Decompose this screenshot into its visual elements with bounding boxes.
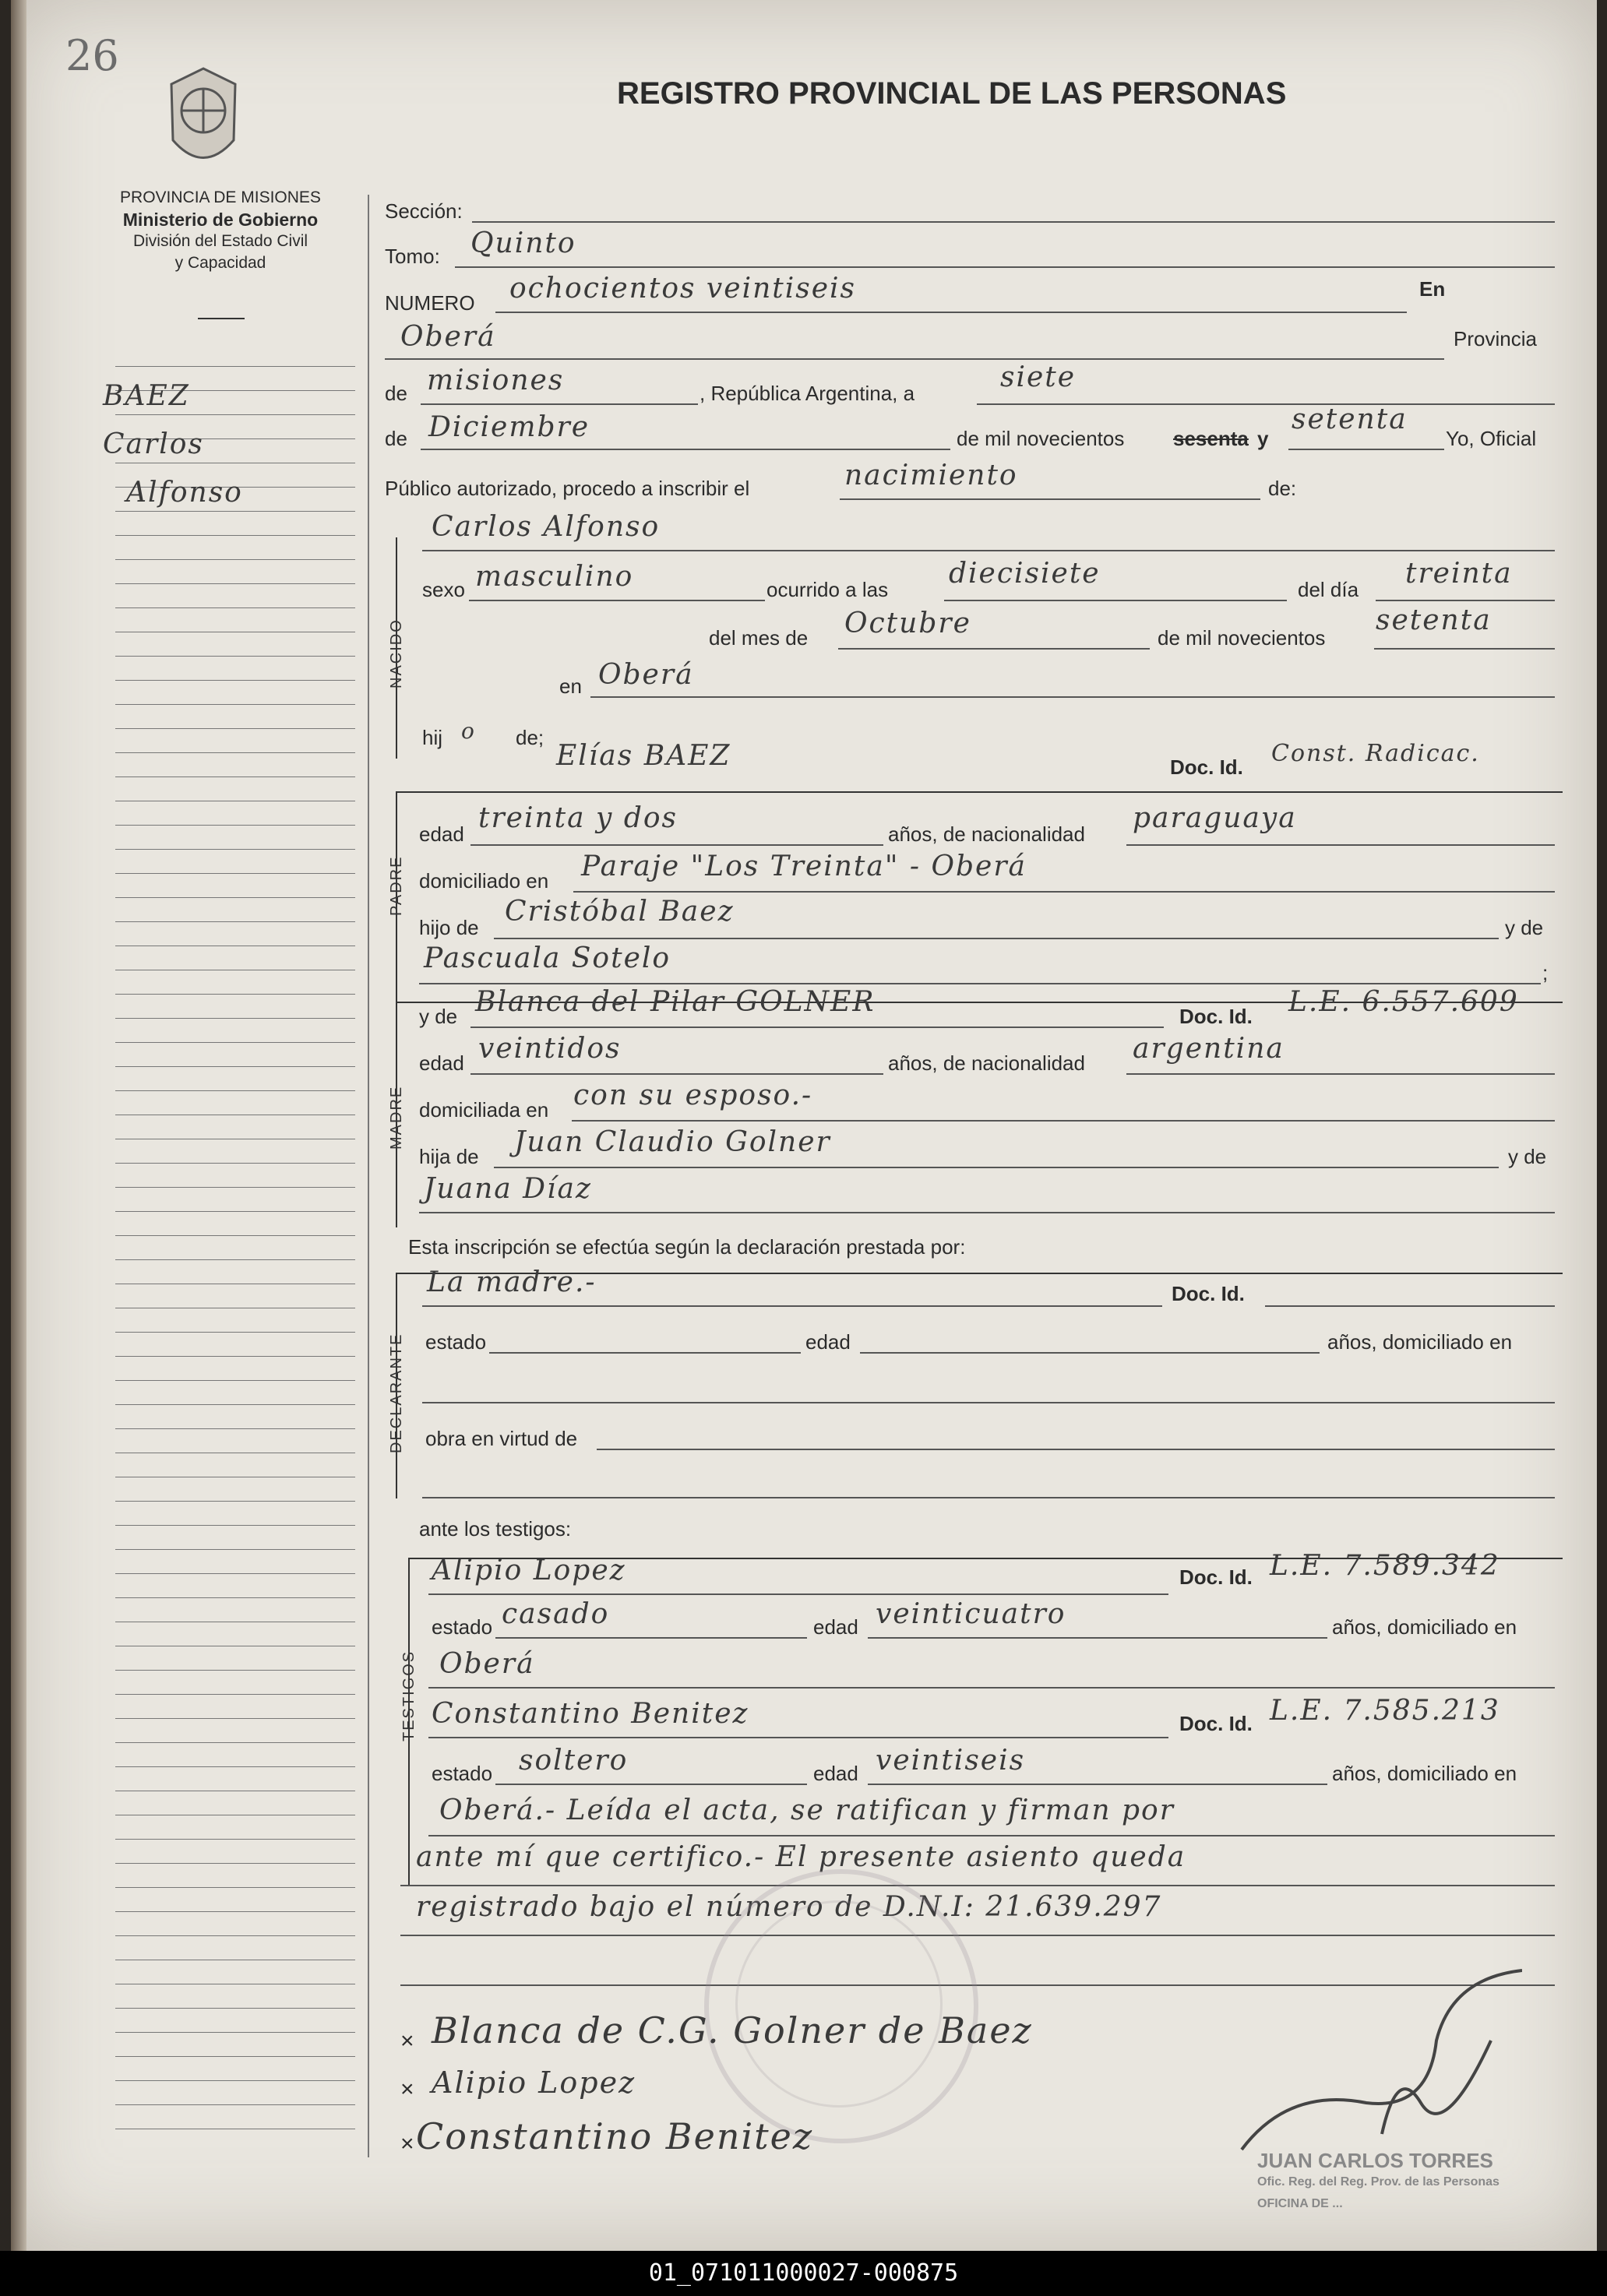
label-de-semi: de; (516, 726, 544, 749)
value-sexo: masculino (475, 561, 634, 593)
margin-ruled-line (115, 1742, 355, 1743)
margin-ruled-line (115, 1042, 355, 1043)
label-padre-edad: edad (419, 822, 464, 846)
line-testigo1 (428, 1593, 1168, 1595)
value-dia: siete (1000, 361, 1077, 393)
agency-line4: y Capacidad (174, 254, 266, 272)
margin-ruled-line (115, 1259, 355, 1260)
line-padre-nac (1126, 844, 1555, 846)
label-de: de (385, 382, 407, 405)
label-declarante-estado: estado (425, 1330, 487, 1354)
stamp-line2: Ofic. Reg. del Reg. Prov. de las Personas (1257, 2175, 1500, 2189)
label-testigo2-doc: Doc. Id. (1179, 1712, 1253, 1735)
line-nota2 (400, 1885, 1555, 1886)
label-del-dia: del día (1298, 578, 1359, 601)
side-label-testigos: TESTIGOS (400, 1650, 418, 1741)
agency-line1: PROVINCIA DE MISIONES (120, 188, 321, 206)
label-en2: en (559, 674, 582, 698)
value-nombre: Carlos Alfonso (432, 511, 661, 543)
line-madre-dom (572, 1120, 1555, 1122)
label-mil-nov2: de mil novecientos (1158, 626, 1326, 650)
line-obra (597, 1449, 1555, 1450)
value-provincia: misiones (427, 364, 565, 396)
label-en: En (1419, 277, 1446, 301)
side-label-padre: PADRE (388, 855, 405, 916)
line-lugar-nac (590, 696, 1555, 698)
margin-ruled-line (115, 1525, 355, 1526)
margin-ruled-line (115, 994, 355, 995)
label-obra: obra en virtud de (425, 1427, 578, 1450)
margin-ruled-line (115, 1187, 355, 1188)
margin-ruled-line (115, 728, 355, 729)
value-padre-madre: Pascuala Sotelo (424, 942, 671, 974)
signature-madre: Blanca de C.G. Golner de Baez (432, 2009, 1033, 2051)
struck-sesenta: sesenta (1173, 427, 1249, 450)
margin-ruled-line (115, 680, 355, 681)
label-testigo1-doc: Doc. Id. (1179, 1565, 1253, 1589)
line-declarante-dom (422, 1402, 1555, 1403)
value-testigo1-doc: L.E. 7.589.342 (1270, 1550, 1500, 1582)
label-testigos: ante los testigos: (419, 1517, 572, 1541)
margin-ruled-line (115, 1404, 355, 1405)
margin-first-name: Carlos (103, 428, 204, 460)
label-padre-y-de: y de (1505, 916, 1544, 939)
provincial-emblem-icon (165, 62, 241, 179)
line-mes-nac (838, 648, 1150, 650)
book-binding (11, 0, 26, 2251)
line-madre-nombre (470, 1027, 1164, 1028)
margin-ruled-line (115, 1235, 355, 1236)
label-padre-doc: Doc. Id. (1170, 755, 1243, 779)
label-tomo: Tomo: (385, 245, 440, 268)
value-padre-nac: paraguaya (1133, 802, 1297, 834)
label-yo-oficial: Yo, Oficial (1446, 427, 1537, 450)
margin-ruled-line (115, 2080, 355, 2081)
line-sexo (469, 600, 765, 601)
value-padre-doc: Const. Radicac. (1271, 740, 1480, 767)
margin-ruled-line (115, 1718, 355, 1719)
value-madre-nombre: Blanca del Pilar GOLNER (475, 986, 876, 1018)
line-testigo1-estado (495, 1637, 807, 1639)
label-de2: de (385, 427, 407, 450)
agency-line2: Ministerio de Gobierno (122, 210, 319, 230)
value-padre-hijo-de: Cristóbal Baez (505, 896, 735, 928)
value-declarante: La madre.- (427, 1266, 597, 1298)
label-testigo1-dom: años, domiciliado en (1332, 1615, 1517, 1639)
line-anio (1288, 449, 1444, 450)
line-testigo1-edad (868, 1637, 1327, 1639)
margin-ruled-line (115, 1211, 355, 1212)
label-testigo1-estado: estado (432, 1615, 493, 1639)
line-acto (840, 498, 1260, 500)
margin-ruled-line (115, 1766, 355, 1767)
value-en-place: Oberá (400, 321, 496, 353)
label-seccion: Sección: (385, 199, 463, 223)
margin-ruled-line (115, 776, 355, 777)
stamp-line3: OFICINA DE ... (1257, 2197, 1343, 2210)
label-republica: , República Argentina, a (700, 382, 915, 405)
label-testigo2-dom: años, domiciliado en (1332, 1762, 1517, 1785)
margin-ruled-line (115, 897, 355, 898)
value-testigo1-edad: veinticuatro (876, 1598, 1066, 1630)
label-ocurrido: ocurrido a las (766, 578, 889, 601)
margin-rule (368, 195, 369, 2157)
margin-ruled-line (115, 2032, 355, 2033)
round-seal-inner (735, 1900, 943, 2108)
officer-signature-icon (1195, 1947, 1522, 2181)
margin-ruled-line (115, 1839, 355, 1840)
line-padre-dom (573, 891, 1555, 893)
value-madre-edad: veintidos (478, 1033, 622, 1065)
page-number: 26 (65, 31, 119, 80)
margin-ruled-line (115, 1694, 355, 1695)
value-testigo2: Constantino Benitez (432, 1698, 749, 1730)
margin-ruled-line (115, 1573, 355, 1574)
agency-line3: División del Estado Civil (132, 232, 308, 250)
label-semicolon: ; (1542, 961, 1549, 984)
margin-ruled-line (115, 921, 355, 922)
margin-ruled-line (115, 2104, 355, 2105)
stamp-line1: JUAN CARLOS TORRES (1257, 2149, 1493, 2172)
margin-ruled-line (115, 535, 355, 536)
line-padre-edad (470, 844, 883, 846)
agency-divider (198, 318, 245, 319)
margin-ruled-line (115, 1163, 355, 1164)
line-declarante-estado (489, 1352, 801, 1354)
label-sexo: sexo (422, 578, 465, 601)
margin-ruled-line (115, 1549, 355, 1550)
line-testigo2-estado (495, 1784, 807, 1785)
margin-ruled-line (115, 752, 355, 753)
value-testigo1-dom: Oberá (439, 1648, 535, 1680)
margin-ruled-line (115, 1911, 355, 1912)
label-y: y (1257, 427, 1269, 450)
label-declarante-doc: Doc. Id. (1172, 1282, 1245, 1305)
margin-ruled-line (115, 1887, 355, 1888)
margin-ruled-line (115, 511, 355, 512)
side-label-madre: MADRE (388, 1085, 405, 1150)
line-anio-nac (1374, 648, 1555, 650)
label-declaracion: Esta inscripción se efectúa según la declaración prestada por: (408, 1235, 966, 1259)
line-madre-nac (1126, 1073, 1555, 1075)
value-padre-nombre: Elías BAEZ (556, 740, 731, 772)
value-hij-suffix: o (461, 718, 476, 744)
margin-ruled-line (115, 704, 355, 705)
value-numero: ochocientos veintiseis (509, 273, 857, 305)
line-declarante-doc (1265, 1305, 1555, 1307)
value-testigo1: Alipio Lopez (432, 1555, 626, 1586)
label-numero: NUMERO (385, 291, 475, 315)
label-declarante-edad: edad (805, 1330, 851, 1354)
line-testigo2 (428, 1737, 1168, 1738)
margin-ruled-line (115, 1018, 355, 1019)
line-mes (421, 449, 950, 450)
signature-testigo1: Alipio Lopez (432, 2065, 636, 2100)
line-hora (944, 600, 1287, 601)
margin-ruled-line (115, 1670, 355, 1671)
label-provincia: Provincia (1454, 327, 1537, 350)
registry-page (11, 0, 1597, 2251)
margin-middle-name: Alfonso (126, 477, 243, 509)
value-madre-hija-de: Juan Claudio Golner (514, 1126, 831, 1158)
line-madre-madre (419, 1212, 1555, 1213)
label-madre-nac: años, de nacionalidad (888, 1051, 1085, 1075)
line-declarante-edad (860, 1352, 1320, 1354)
margin-ruled-line (115, 656, 355, 657)
margin-ruled-line (115, 1863, 355, 1864)
line-obra2 (422, 1497, 1555, 1498)
label-publico: Público autorizado, procedo a inscribir el (385, 477, 750, 500)
margin-ruled-line (115, 583, 355, 584)
value-madre-dom: con su esposo.- (573, 1079, 813, 1111)
line-dia (977, 403, 1555, 405)
value-madre-doc: L.E. 6.557.609 (1288, 986, 1519, 1018)
margin-ruled-line (115, 2056, 355, 2057)
officer-stamp (1257, 2150, 1500, 2215)
agency-block (92, 187, 349, 274)
label-del-mes: del mes de (709, 626, 809, 650)
margin-ruled-line (115, 849, 355, 850)
value-anio-nac: setenta (1376, 604, 1492, 636)
signature-mark-2: × (400, 2076, 414, 2102)
value-tomo: Quinto (470, 227, 576, 259)
margin-surname: BAEZ (103, 380, 190, 412)
line-padre-madre (419, 983, 1541, 984)
signature-testigo2: Constantino Benitez (416, 2115, 814, 2157)
line-testigo1-dom (428, 1687, 1555, 1689)
document-title: REGISTRO PROVINCIAL DE LAS PERSONAS (617, 76, 1287, 111)
value-testigo2-edad: veintiseis (876, 1745, 1026, 1777)
value-dia-nac: treinta (1405, 558, 1513, 590)
line-nota3 (400, 1935, 1555, 1936)
margin-ruled-line (115, 559, 355, 560)
margin-ruled-line (115, 1356, 355, 1357)
line-madre-hija-de (494, 1167, 1499, 1168)
side-label-declarante: DECLARANTE (388, 1333, 405, 1453)
label-declarante-dom: años, domiciliado en (1327, 1330, 1513, 1354)
label-testigo2-estado: estado (432, 1762, 493, 1785)
value-lugar-nac: Oberá (598, 659, 694, 691)
label-mil-nov: de mil novecientos (957, 427, 1125, 450)
line-provincia (421, 403, 698, 405)
label-testigo1-edad: edad (813, 1615, 858, 1639)
label-hij: hij (422, 726, 443, 749)
margin-ruled-line (115, 1066, 355, 1067)
margin-ruled-line (115, 1597, 355, 1598)
margin-ruled-line (115, 873, 355, 874)
signature-mark-1: × (400, 2028, 414, 2054)
value-testigo2-estado: soltero (519, 1745, 629, 1777)
margin-ruled-line (115, 366, 355, 367)
margin-ruled-line (115, 1428, 355, 1429)
field-seccion (472, 221, 1555, 223)
line-numero (495, 312, 1407, 313)
line-dia-nac (1376, 600, 1555, 601)
value-nota2: ante mí que certifico.- El presente asiento queda (416, 1841, 1186, 1873)
side-label-nacido: NACIDO (388, 618, 405, 688)
margin-ruled-line (115, 1380, 355, 1381)
value-testigo1-estado: casado (502, 1598, 610, 1630)
label-de-colon: de: (1268, 477, 1297, 500)
label-madre-doc: Doc. Id. (1179, 1005, 1253, 1028)
line-testigo2-edad (868, 1784, 1327, 1785)
line-en (385, 358, 1444, 360)
value-padre-dom: Paraje "Los Treinta" - Oberá (581, 850, 1027, 882)
value-anio: setenta (1292, 403, 1408, 435)
label-padre-hijo-de: hijo de (419, 916, 479, 939)
margin-ruled-line (115, 1935, 355, 1936)
label-madre-y-de: y de (419, 1005, 458, 1028)
margin-ruled-line (115, 607, 355, 608)
margin-ruled-line (115, 414, 355, 415)
label-padre-dom: domiciliado en (419, 869, 549, 893)
value-mes: Diciembre (428, 411, 590, 443)
value-mes-nac: Octubre (844, 607, 971, 639)
label-padre-nac: años, de nacionalidad (888, 822, 1085, 846)
label-madre-dom: domiciliada en (419, 1098, 549, 1122)
value-hora: diecisiete (949, 558, 1101, 590)
label-madre-y-de2: y de (1508, 1145, 1547, 1168)
value-nota3: registrado bajo el número de D.N.I: 21.639.297 (416, 1891, 1162, 1923)
line-nombre (422, 550, 1555, 551)
line-tomo (455, 266, 1555, 268)
line-declarante (422, 1305, 1162, 1307)
label-madre-edad: edad (419, 1051, 464, 1075)
padre-top-rule (396, 791, 1563, 793)
margin-ruled-line (115, 1090, 355, 1091)
label-testigo2-edad: edad (813, 1762, 858, 1785)
margin-ruled-line (115, 2008, 355, 2009)
label-madre-hija-de: hija de (419, 1145, 479, 1168)
margin-ruled-line (115, 825, 355, 826)
value-padre-edad: treinta y dos (478, 802, 678, 834)
line-madre-edad (470, 1073, 883, 1075)
value-madre-madre: Juana Díaz (424, 1173, 592, 1205)
value-testigo2-doc: L.E. 7.585.213 (1270, 1695, 1500, 1727)
margin-ruled-line (115, 1501, 355, 1502)
image-identifier: 01_071011000027-000875 (0, 2251, 1607, 2296)
value-acto: nacimiento (844, 460, 1018, 491)
value-madre-nac: argentina (1133, 1033, 1285, 1065)
line-padre-hijo-de (494, 938, 1499, 939)
value-nota1: Oberá.- Leída el acta, se ratifican y firman por (439, 1794, 1175, 1826)
signature-mark-3: × (400, 2131, 414, 2157)
line-nota1 (428, 1835, 1555, 1836)
margin-ruled-line (115, 1332, 355, 1333)
